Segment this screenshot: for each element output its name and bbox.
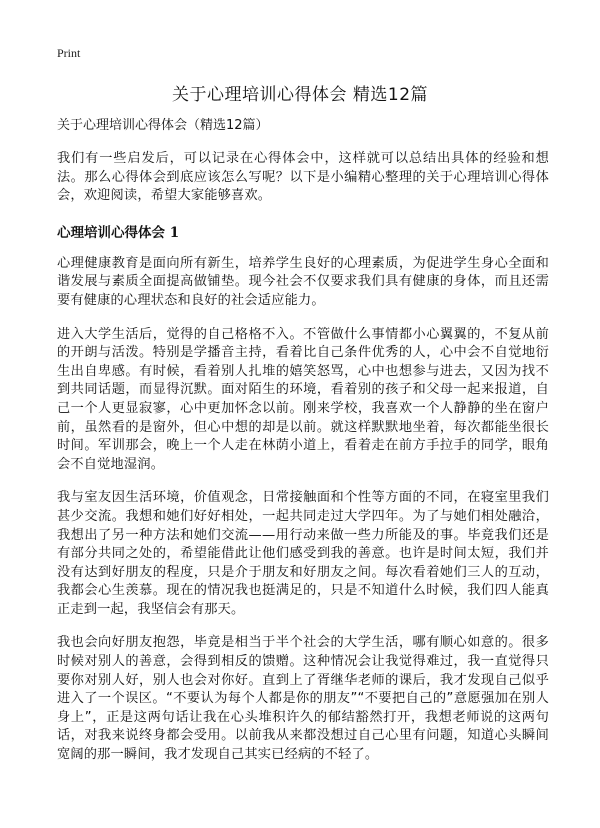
section-heading: 心理培训心得体会 1 bbox=[57, 224, 180, 241]
body-paragraph: 我也会向好朋友抱怨，毕竟是相当于半个社会的大学生活，哪有顺心如意的。很多时候对别人的善意，会得到相反的馈赠。这种情况会让我觉得难过，我一直觉得只要你对别人好，别人也会对你好。直到上了胥继华老师的课后，我才发现自己似乎进入了一个误区。“不要认为每个人都是你的朋友”“不要把自己的”意愿强加在别人身上”，正是这两句话让我在心头堆积许久的郁结豁然打开，我想老师说的这两句话，对我来说终身都会受用。以前我从来都没想过自己心里有问题，知道心头瞬间宽阔的那一瞬间，我才发现自己其实已经病的不轻了。 bbox=[57, 635, 549, 763]
body-paragraph: 我与室友因生活环境，价值观念，日常接触面和个性等方面的不同，在寝室里我们甚少交流。我想和她们好好相处，一起共同走过大学四年。为了与她们相处融洽，我想出了另一种方法和她们交流——用行动来做一些力所能及的事。毕竟我们还是有部分共同之处的，希望能借此让他们感受到我的善意。也许是时间太短，我们并没有达到好朋友的程度，只是介于朋友和好朋友之间。每次看着她们三人的互动，我都会心生羡慕。现在的情况我也挺满足的，只是不知道什么时候，我们四人能真正走到一起，我坚信会有那天。 bbox=[57, 490, 549, 617]
document-body bbox=[57, 116, 549, 780]
body-paragraph: 进入大学生活后，觉得的自己格格不入。不管做什么事情都小心翼翼的，不复从前的开朗与活泼。特别是学播音主持，看着比自己条件优秀的人，心中会不自觉地衍生出自卑感。有时候，看着别人扎堆的嬉笑怒骂，心中也想参与进去，又因为找不到共同话题，而显得沉默。面对陌生的环境，看着别的孩子和父母一起来报道，自己一个人更显寂寥，心中更加怀念以前。刚来学校，我喜欢一个人静静的坐在窗户前，虽然看的是窗外，但心中想的却是以前。就这样默默地坐着，每次都能坐很长时间。军训那会，晚上一个人走在林荫小道上，看着走在前方手拉手的同学，眼角会不自觉地湿润。 bbox=[57, 326, 549, 472]
document-title: 关于心理培训心得体会 精选12篇 bbox=[171, 85, 429, 105]
print-label: Print bbox=[57, 46, 81, 60]
document-subtitle: 关于心理培训心得体会（精选12篇） bbox=[57, 118, 269, 133]
body-paragraph: 心理健康教育是面向所有新生，培养学生良好的心理素质，为促进学生身心全面和谐发展与素质全面提高做铺垫。现今社会不仅要求我们具有健康的身体，而且还需要有健康的心理状态和良好的社会适应能力。 bbox=[57, 255, 549, 308]
intro-paragraph: 我们有一些启发后，可以记录在心得体会中，这样就可以总结出具体的经验和想法。那么心得体会到底应该怎么写呢？以下是小编精心整理的关于心理培训心得体会，欢迎阅读，希望大家能够喜欢。 bbox=[57, 151, 549, 204]
